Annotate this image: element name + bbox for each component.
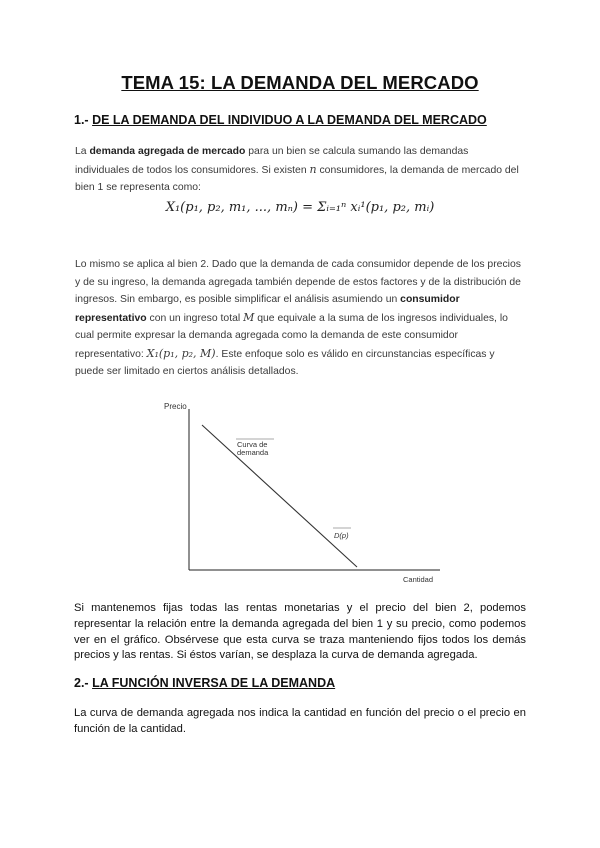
page-title: TEMA 15: LA DEMANDA DEL MERCADO — [121, 72, 479, 93]
math-var-M: M — [243, 310, 255, 324]
curve-label-line-1: Curva de — [237, 440, 268, 449]
section-1-paragraph-2 — [75, 256, 525, 381]
demand-function-label: D(p) — [334, 531, 349, 540]
y-axis-label: Precio — [164, 402, 187, 411]
x-axis-label: Cantidad — [403, 575, 434, 584]
section-1-paragraph-1 — [75, 143, 525, 197]
section-1-paragraph-3: Si mantenemos fijas todas las rentas monetarias y el precio del bien 2, podemos representar la relación entre la demanda agregada del bien 1 y su precio, como podemos ver en el gráfico. Obsérvese que esta curva se traza manteniendo fijos todos los demás precios y las rentas. Si éstos varían, se desplaza la curva de demanda agregada. — [74, 602, 526, 662]
math-var-n: n — [309, 162, 317, 176]
section-1-title: DE LA DEMANDA DEL INDIVIDUO A LA DEMANDA DEL MERCADO — [92, 113, 487, 127]
text-run: . Este enfoque solo es válido en circunstancias específicas y puede ser limitado en ciertos análisis detallados. — [75, 348, 495, 377]
section-2-heading — [74, 676, 335, 690]
bold-term-demanda-agregada: demanda agregada de mercado — [89, 146, 246, 157]
text-run: que equivale a la suma de los ingresos individuales, lo cual permite expresar la demanda agregada como la demanda de este consumidor representativo: — [75, 312, 508, 360]
curve-label-line-2: demanda — [237, 448, 269, 457]
text-run: La — [75, 146, 90, 157]
market-demand-formula: X₁(p₁, p₂, m₁, ..., mₙ) = Σᵢ₌₁ⁿ xᵢ¹(p₁, p₂, mᵢ) — [165, 200, 435, 215]
demand-curve-line — [202, 425, 357, 567]
text-run: Lo mismo se aplica al bien 2. Dado que la demanda de cada consumidor depende de los precios y de su ingreso, la demanda agregada también depende de estos factores y de la distribución de ingresos. Sin embargo, es posible simplificar el análisis asumiendo un — [75, 259, 521, 305]
section-2-title: LA FUNCIÓN INVERSA DE LA DEMANDA — [92, 676, 336, 690]
section-2-number: 2.- — [74, 676, 89, 690]
section-1-number: 1.- — [74, 113, 89, 127]
section-1-heading — [74, 113, 487, 127]
text-run: con un ingreso total — [146, 312, 244, 324]
bold-term-consumidor-representativo: consumidor representativo — [75, 294, 460, 324]
section-2-paragraph-1: La curva de demanda agregada nos indica la cantidad en función del precio o el precio en función de la cantidad. — [74, 707, 526, 735]
math-expression: X₁(p₁, p₂, M) — [146, 346, 216, 360]
text-run: consumidores, la demanda de mercado del bien 1 se representa como: — [75, 164, 519, 193]
text-run: para un bien se calcula sumando las demandas individuales de todos los consumidores. Si existen — [75, 146, 469, 176]
demand-curve-diagram — [150, 395, 450, 590]
